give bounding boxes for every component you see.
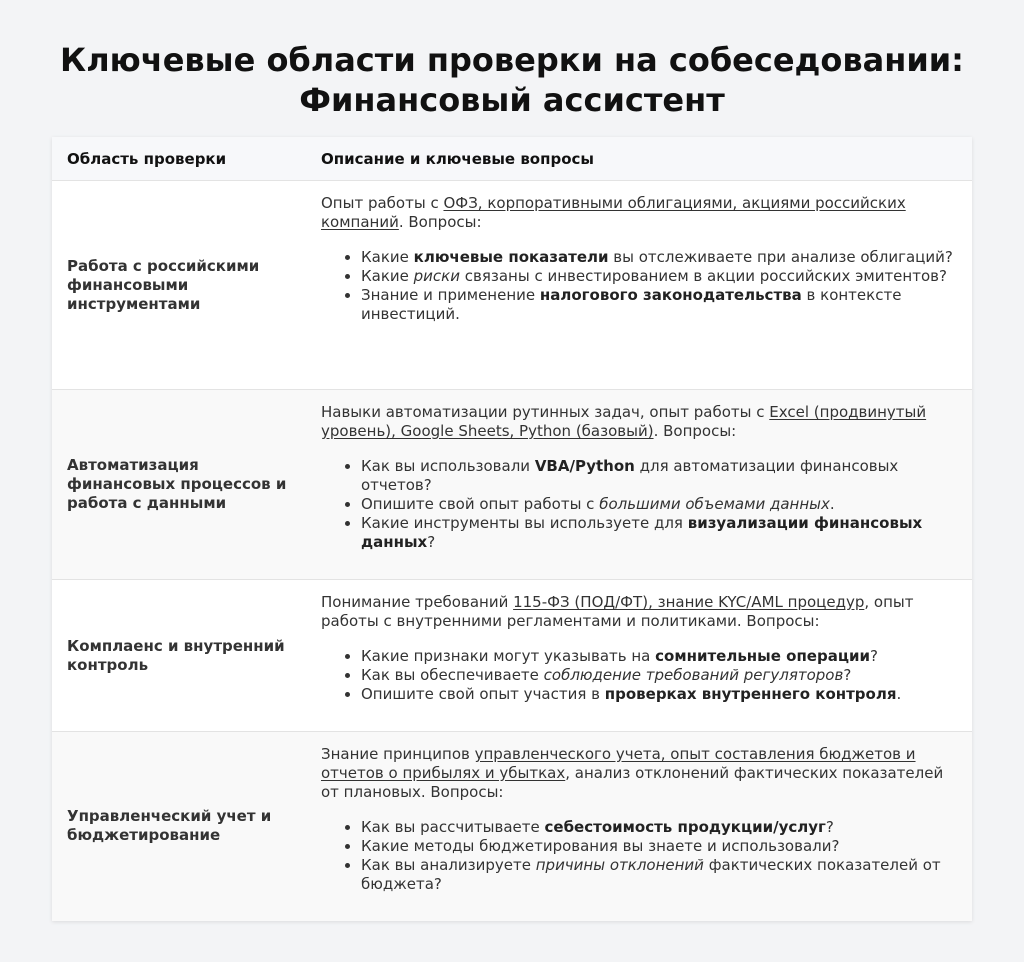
description-cell (306, 390, 972, 580)
list-item: • Какие методы бюджетирования вы знаете и использовали? (361, 837, 957, 856)
question-list (321, 818, 957, 894)
list-item: • Какие признаки могут указывать на сомнительные операции? (361, 647, 957, 666)
highlighted-skills: Excel (продвинутый уровень), Google Sheets, Python (базовый) (321, 403, 927, 440)
description-intro: Знание принципов управленческого учета, опыт составления бюджетов и отчетов о прибылях и убытках, анализ отклонений фактических показателей от плановых. Вопросы: (321, 745, 944, 801)
list-item: • Какие инструменты вы используете для визуализации финансовых данных? (361, 514, 957, 552)
highlighted-skills: 115-ФЗ (ПОД/ФТ), знание KYC/AML процедур (513, 593, 865, 611)
description-intro: Навыки автоматизации рутинных задач, опыт работы с Excel (продвинутый уровень), Google Sheets, Python (базовый). Вопросы: (321, 403, 927, 440)
header-description: Описание и ключевые вопросы (306, 137, 972, 181)
description-cell (306, 580, 972, 732)
highlighted-skills: управленческого учета, опыт составления бюджетов и отчетов о прибылях и убытках (321, 745, 916, 782)
page-title-line-2: Финансовый ассистент (299, 81, 725, 119)
description-intro: Понимание требований 115-ФЗ (ПОД/ФТ), знание KYC/AML процедур, опыт работы с внутренними регламентами и политиками. Вопросы: (321, 593, 914, 630)
description-cell (306, 732, 972, 921)
description-intro: Опыт работы с ОФЗ, корпоративными облигациями, акциями российских компаний. Вопросы: (321, 194, 906, 231)
list-item: • Опишите свой опыт участия в проверках внутреннего контроля. (361, 685, 957, 704)
table-row (52, 181, 972, 390)
header-area: Область проверки (52, 137, 306, 181)
list-item: • Как вы обеспечиваете соблюдение требований регуляторов? (361, 666, 957, 685)
list-item: • Какие риски связаны с инвестированием в акции российских эмитентов? (361, 267, 957, 286)
interview-areas-table-card (52, 137, 972, 921)
list-item: • Опишите свой опыт работы с большими объемами данных. (361, 495, 957, 514)
area-cell: Автоматизация финансовых процессов и работа с данными (67, 456, 287, 512)
list-item: • Как вы анализируете причины отклонений фактических показателей от бюджета? (361, 856, 957, 894)
list-item: • Как вы использовали VBA/Python для автоматизации финансовых отчетов? (361, 457, 957, 495)
interview-areas-table (52, 137, 972, 921)
page-title-line-1: Ключевые области проверки на собеседовании: (60, 41, 964, 79)
question-list (321, 647, 957, 704)
area-cell: Работа с российскими финансовыми инструментами (67, 256, 260, 313)
table-row (52, 732, 972, 921)
highlighted-skills: ОФЗ, корпоративными облигациями, акциями российских компаний (321, 194, 906, 231)
question-list (321, 248, 957, 324)
area-cell: Комплаенс и внутренний контроль (67, 636, 285, 674)
description-cell (306, 181, 972, 390)
page-title (0, 0, 1024, 120)
table-row (52, 580, 972, 732)
area-cell: Управленческий учет и бюджетирование (67, 807, 272, 845)
question-list (321, 457, 957, 552)
table-header-row (52, 137, 972, 181)
list-item: • Какие ключевые показатели вы отслеживаете при анализе облигаций? (361, 248, 957, 267)
table-row (52, 390, 972, 580)
list-item: • Знание и применение налогового законодательства в контексте инвестиций. (361, 286, 957, 324)
list-item: • Как вы рассчитываете себестоимость продукции/услуг? (361, 818, 957, 837)
